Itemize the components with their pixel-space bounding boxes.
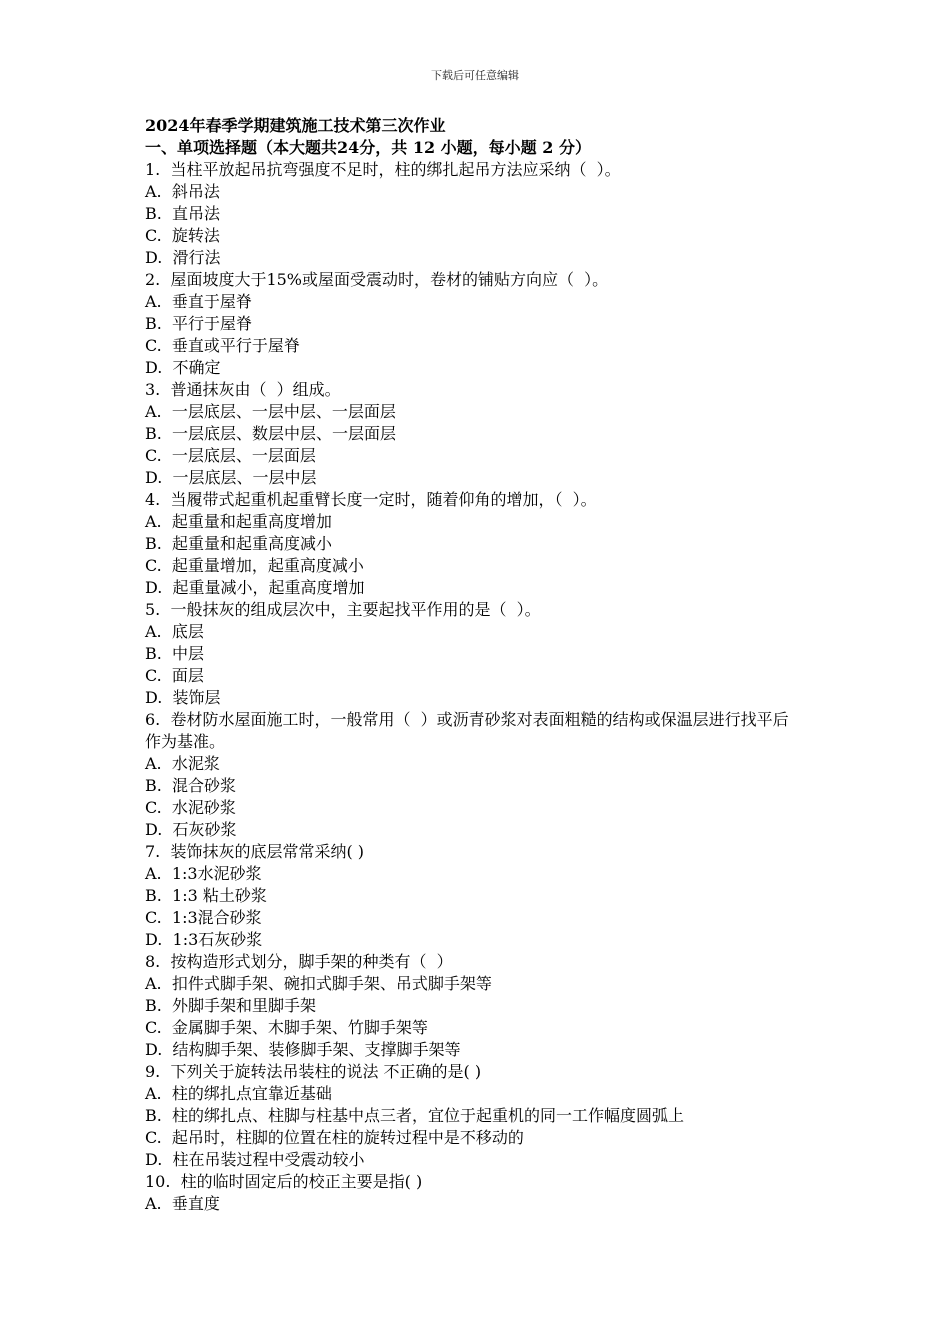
option-a: A. 一层底层、一层中层、一层面层 <box>145 402 396 421</box>
section-heading: 一、单项选择题（本大题共24分，共 12 小题，每小题 2 分） <box>145 138 591 157</box>
question-stem: 5. 一般抹灰的组成层次中，主要起找平作用的是（ ）。 <box>145 600 541 619</box>
option-a: A. 扣件式脚手架、碗扣式脚手架、吊式脚手架等 <box>145 974 492 993</box>
document-title: 2024年春季学期建筑施工技术第三次作业 <box>145 116 446 135</box>
option-a: A. 垂直度 <box>145 1194 220 1213</box>
option-a: A. 起重量和起重高度增加 <box>145 512 332 531</box>
question-stem: 6. 卷材防水屋面施工时，一般常用（ ）或沥青砂浆对表面粗糙的结构或保温层进行找平后作为基准。 <box>145 710 789 751</box>
question-2 <box>145 269 825 379</box>
option-d: D. 滑行法 <box>145 248 221 267</box>
question-stem: 2. 屋面坡度大于15%或屋面受震动时，卷材的铺贴方向应（ ）。 <box>145 270 609 289</box>
option-b: B. 混合砂浆 <box>145 776 237 795</box>
question-stem: 1. 当柱平放起吊抗弯强度不足时，柱的绑扎起吊方法应采纳（ ）。 <box>145 160 621 179</box>
option-d: D. 柱在吊装过程中受震动较小 <box>145 1150 365 1169</box>
option-d: D. 结构脚手架、装修脚手架、支撑脚手架等 <box>145 1040 461 1059</box>
question-stem: 4. 当履带式起重机起重臂长度一定时，随着仰角的增加，（ ）。 <box>145 490 597 509</box>
option-c: C. 水泥砂浆 <box>145 798 236 817</box>
option-d: D. 不确定 <box>145 358 221 377</box>
option-b: B. 一层底层、数层中层、一层面层 <box>145 424 397 443</box>
option-c: C. 旋转法 <box>145 226 220 245</box>
option-d: D. 起重量减小，起重高度增加 <box>145 578 365 597</box>
option-a: A. 底层 <box>145 622 204 641</box>
option-b: B. 柱的绑扎点、柱脚与柱基中点三者，宜位于起重机的同一工作幅度圆弧上 <box>145 1106 685 1125</box>
question-7 <box>145 841 825 951</box>
option-a: A. 水泥浆 <box>145 754 220 773</box>
option-c: C. 面层 <box>145 666 204 685</box>
option-c: C. 起重量增加，起重高度减小 <box>145 556 364 575</box>
question-stem: 3. 普通抹灰由（ ）组成。 <box>145 380 341 399</box>
question-stem: 7. 装饰抹灰的底层常常采纳( ) <box>145 842 365 861</box>
option-c: C. 金属脚手架、木脚手架、竹脚手架等 <box>145 1018 428 1037</box>
option-b: B. 起重量和起重高度减小 <box>145 534 333 553</box>
question-10 <box>145 1171 825 1215</box>
option-b: B. 1:3 粘土砂浆 <box>145 886 267 905</box>
option-b: B. 平行于屋脊 <box>145 314 253 333</box>
question-stem: 9. 下列关于旋转法吊装柱的说法 不正确的是( ) <box>145 1062 482 1081</box>
option-a: A. 1:3水泥砂浆 <box>145 864 262 883</box>
option-c: C. 起吊时，柱脚的位置在柱的旋转过程中是不移动的 <box>145 1128 524 1147</box>
option-b: B. 直吊法 <box>145 204 221 223</box>
question-stem: 8. 按构造形式划分，脚手架的种类有（ ） <box>145 952 453 971</box>
option-c: C. 1:3混合砂浆 <box>145 908 262 927</box>
option-b: B. 中层 <box>145 644 205 663</box>
option-b: B. 外脚手架和里脚手架 <box>145 996 317 1015</box>
option-a: A. 垂直于屋脊 <box>145 292 252 311</box>
option-a: A. 柱的绑扎点宜靠近基础 <box>145 1084 332 1103</box>
question-5 <box>145 599 825 709</box>
option-c: C. 垂直或平行于屋脊 <box>145 336 300 355</box>
option-d: D. 装饰层 <box>145 688 221 707</box>
option-d: D. 一层底层、一层中层 <box>145 468 317 487</box>
option-c: C. 一层底层、一层面层 <box>145 446 316 465</box>
option-d: D. 石灰砂浆 <box>145 820 237 839</box>
question-stem: 10. 柱的临时固定后的校正主要是指( ) <box>145 1172 423 1191</box>
page-header: 下载后可任意编辑 <box>431 69 519 82</box>
question-8 <box>145 951 825 1061</box>
question-1 <box>145 159 825 269</box>
question-6 <box>145 709 825 841</box>
question-4 <box>145 489 825 599</box>
document-body <box>145 115 825 1215</box>
option-a: A. 斜吊法 <box>145 182 220 201</box>
option-d: D. 1:3石灰砂浆 <box>145 930 263 949</box>
question-3 <box>145 379 825 489</box>
question-9 <box>145 1061 825 1171</box>
